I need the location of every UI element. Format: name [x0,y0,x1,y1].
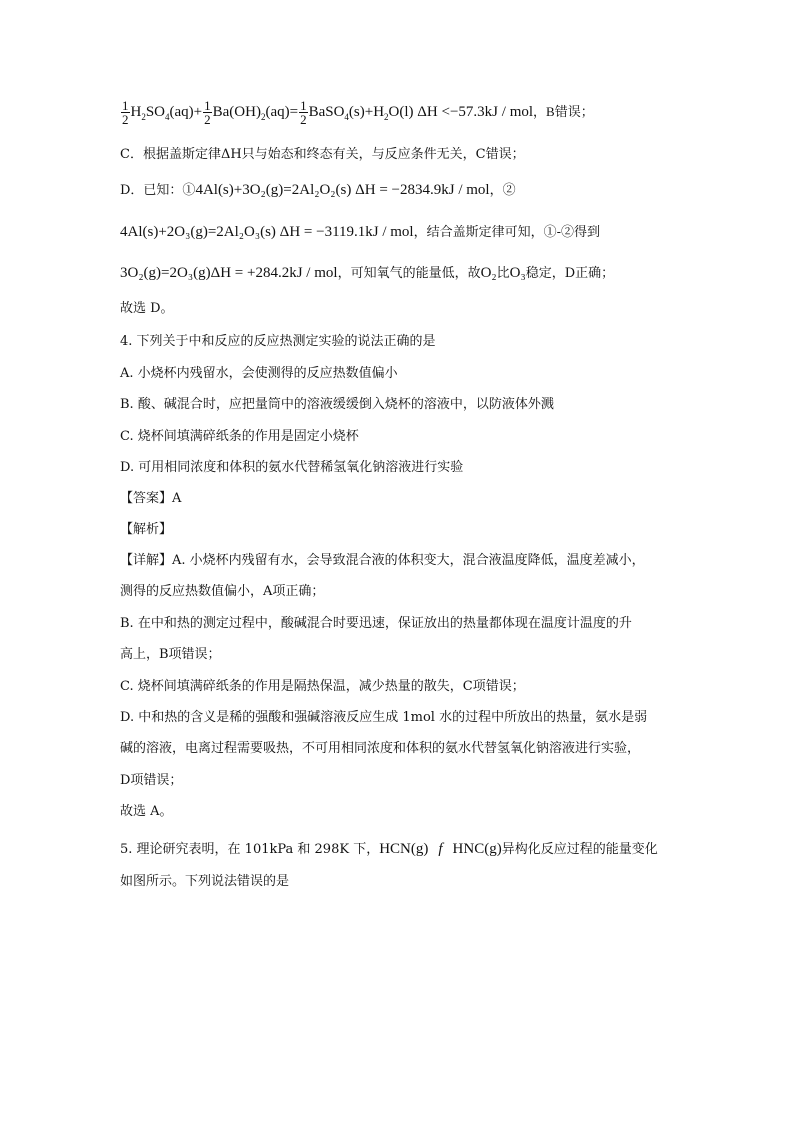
question-4-option-d: D. 可用相同浓度和体积的氨水代替稀氢氧化钠溶液进行实验 [120,460,464,475]
answer-label: 【答案】A [120,491,182,506]
conclusion-line: 故选 D。 [120,301,174,316]
detail-line: B. 在中和热的测定过程中，酸碱混合时要迅速，保证放出的热量都体现在温度计温度的升 [120,616,632,631]
question-4-option-c: C. 烧杯间填满碎纸条的作用是固定小烧杯 [120,429,359,444]
detail-line: C. 烧杯间填满碎纸条的作用是隔热保温，减少热量的散失，C项错误； [120,679,525,694]
fraction-half: $\frac{1}{2}$ [300,98,307,128]
fraction-half: $\frac{1}{2}$ [204,98,211,128]
detail-line: D项错误； [120,773,183,788]
equation-line-d1: D．已知：①4Al(s)+3O₂(g)=2Al₂O₂(s) ΔH = −2834.9kJ / mol，② [120,182,516,198]
detail-line: 碱的溶液，电离过程需要吸热，不可用相同浓度和体积的氨水代替氢氧化钠溶液进行实验， [120,741,641,756]
detail-line: D. 中和热的含义是稀的强酸和强碱溶液反应生成 1mol 水的过程中所放出的热量，氨水是弱 [120,710,648,725]
detail-line: 测得的反应热数值偏小，A项正确； [120,584,325,599]
analysis-label: 【解析】 [120,522,173,537]
detail-line: 【详解】A. 小烧杯内残留有水，会导致混合液的体积变大，混合液温度降低，温度差减小， [120,553,645,568]
conclusion-line: 故选 A。 [120,804,173,819]
question-4-option-a: A. 小烧杯内残留水，会使测得的反应热数值偏小 [120,366,398,381]
equation-line-d3: 3O₂(g)=2O₃(g)ΔH = +284.2kJ / mol，可知氧气的能量低，故O₂比O₃稳定，D正确； [120,265,615,281]
fraction-half: $\frac{1}{2}$ [122,98,129,128]
text-line: C．根据盖斯定律ΔH只与始态和终态有关，与反应条件无关，C错误； [120,147,525,162]
question-5-stem-cont: 如图所示。下列说法错误的是 [120,874,290,889]
equation-line-b: $\frac{1}{2}$ $H_2SO_4(aq)+$ $\frac{1}{2}$ $Ba(OH)_2(aq)=$ $\frac{1}{2}$ $BaSO_4(s)+H_2O(l)$ ΔH <−57.3kJ / mol，B错误； [122,98,594,128]
question-4-option-b: B. 酸、碱混合时，应把量筒中的溶液缓缓倒入烧杯的溶液中，以防液体外溅 [120,397,554,412]
equation-line-d2: 4Al(s)+2O₃(g)=2Al₂O₃(s) ΔH = −3119.1kJ / mol，结合盖斯定律可知，①-②得到 [120,224,601,240]
question-5-stem: 5. 理论研究表明，在 101kPa 和 298K 下，HCN(g) f HNC(g)异构化反应过程的能量变化 [120,841,658,857]
detail-line: 高上，B项错误； [120,647,221,662]
question-4-stem: 4. 下列关于中和反应的反应热测定实验的说法正确的是 [120,334,436,349]
